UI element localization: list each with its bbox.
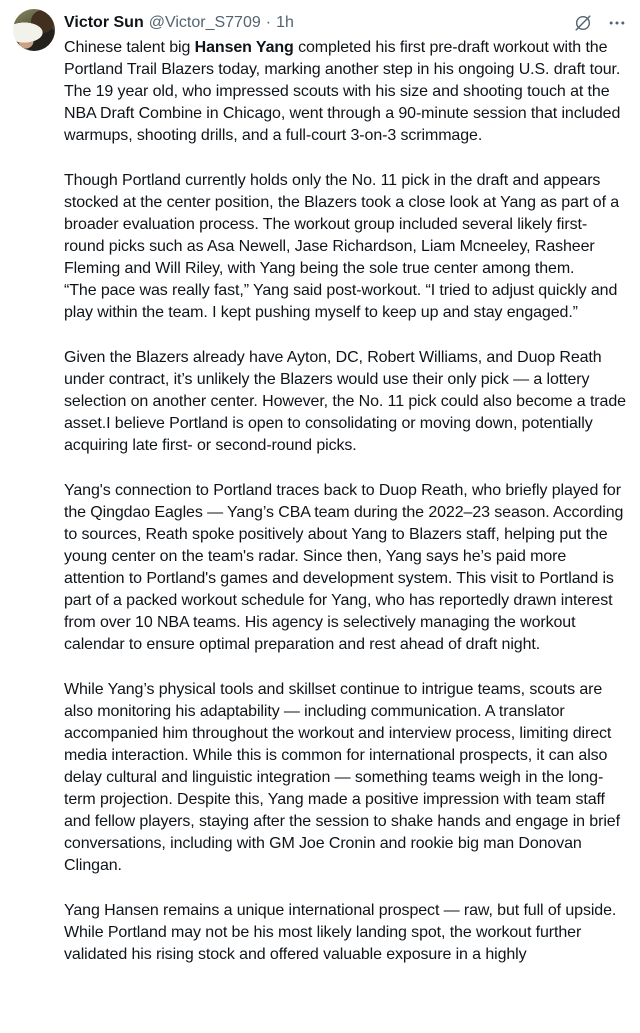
tweet-body [64, 37, 627, 966]
tweet-text: Chinese talent big [64, 39, 195, 56]
tweet-paragraph [64, 37, 627, 147]
meta-separator: · [265, 14, 272, 31]
tweet-text: Though Portland currently holds only the No. 11 pick in the draft and appears stocked at the center position, the Blazers took a close look at Yang as part of a broader evaluation process. The workout group included several likely first-round picks such as Asa Newell, Jase Richardson, Liam Mcneeley, Rasheer Fleming and Will Riley, with Yang being the sole true center among them. [64, 172, 620, 277]
more-icon[interactable] [607, 13, 627, 33]
user-handle[interactable]: @Victor_S7709 [148, 14, 261, 31]
tweet-paragraph: Yang Hansen remains a unique international prospect — raw, but full of upside. While Portland may not be his most likely landing spot, the workout further validated his rising stock and offered valuable exposure in a highly [64, 902, 617, 963]
avatar[interactable] [13, 9, 55, 51]
tweet-quote: “The pace was really fast,” Yang said post-workout. “I tried to adjust quickly and play within the team. I kept pushing myself to keep up and stay engaged.” [64, 282, 618, 321]
tweet-paragraph: While Yang’s physical tools and skillset continue to intrigue teams, scouts are also monitoring his adaptability — including communication. A translator accompanied him throughout the workout and interview process, limiting direct media interaction. While this is common for international prospects, it can also delay cultural and linguistic integration — something teams weigh in the long-term projection. Despite this, Yang made a positive impression with team staff and fellow players, staying after the session to shake hands and engage in brief conversations, including with GM Joe Cronin and rookie big man Donovan Clingan. [64, 681, 620, 874]
tweet-paragraph: Yang's connection to Portland traces back to Duop Reath, who briefly played for the Qingdao Eagles — Yang’s CBA team during the 2022–23 season. According to sources, Reath spoke positively about Yang to Blazers staff, helping put the young center on the team's radar. Since then, Yang says he’s paid more attention to Portland's games and development system. This visit to Portland is part of a packed workout schedule for Yang, who has reportedly drawn interest from over 10 NBA teams. His agency is selectively managing the workout calendar to ensure optimal preparation and rest ahead of draft night. [64, 482, 624, 653]
header-actions [573, 13, 627, 33]
tweet-paragraph: Given the Blazers already have Ayton, DC, Robert Williams, and Duop Reath under contract, it’s unlikely the Blazers would use their only pick — a lottery selection on another center. However, the No. 11 pick could also become a trade asset.I believe Portland is open to consolidating or moving down, potentially acquiring late first- or second-round picks. [64, 349, 626, 454]
tweet-text-bold: Hansen Yang [194, 39, 294, 56]
grok-icon[interactable] [573, 13, 593, 33]
tweet-paragraph [64, 170, 627, 324]
tweet-text: completed his first pre-draft workout with the Portland Trail Blazers today, marking another step in his ongoing U.S. draft tour. The 19 year old, who impressed scouts with his size and shooting touch at the NBA Draft Combine in Chicago, went through a 90-minute session that included warmups, shooting drills, and a full-court 3-on-3 scrimmage. [64, 39, 621, 144]
timestamp[interactable]: 1h [276, 14, 294, 31]
display-name[interactable]: Victor Sun [64, 14, 144, 31]
tweet-header [64, 12, 627, 33]
